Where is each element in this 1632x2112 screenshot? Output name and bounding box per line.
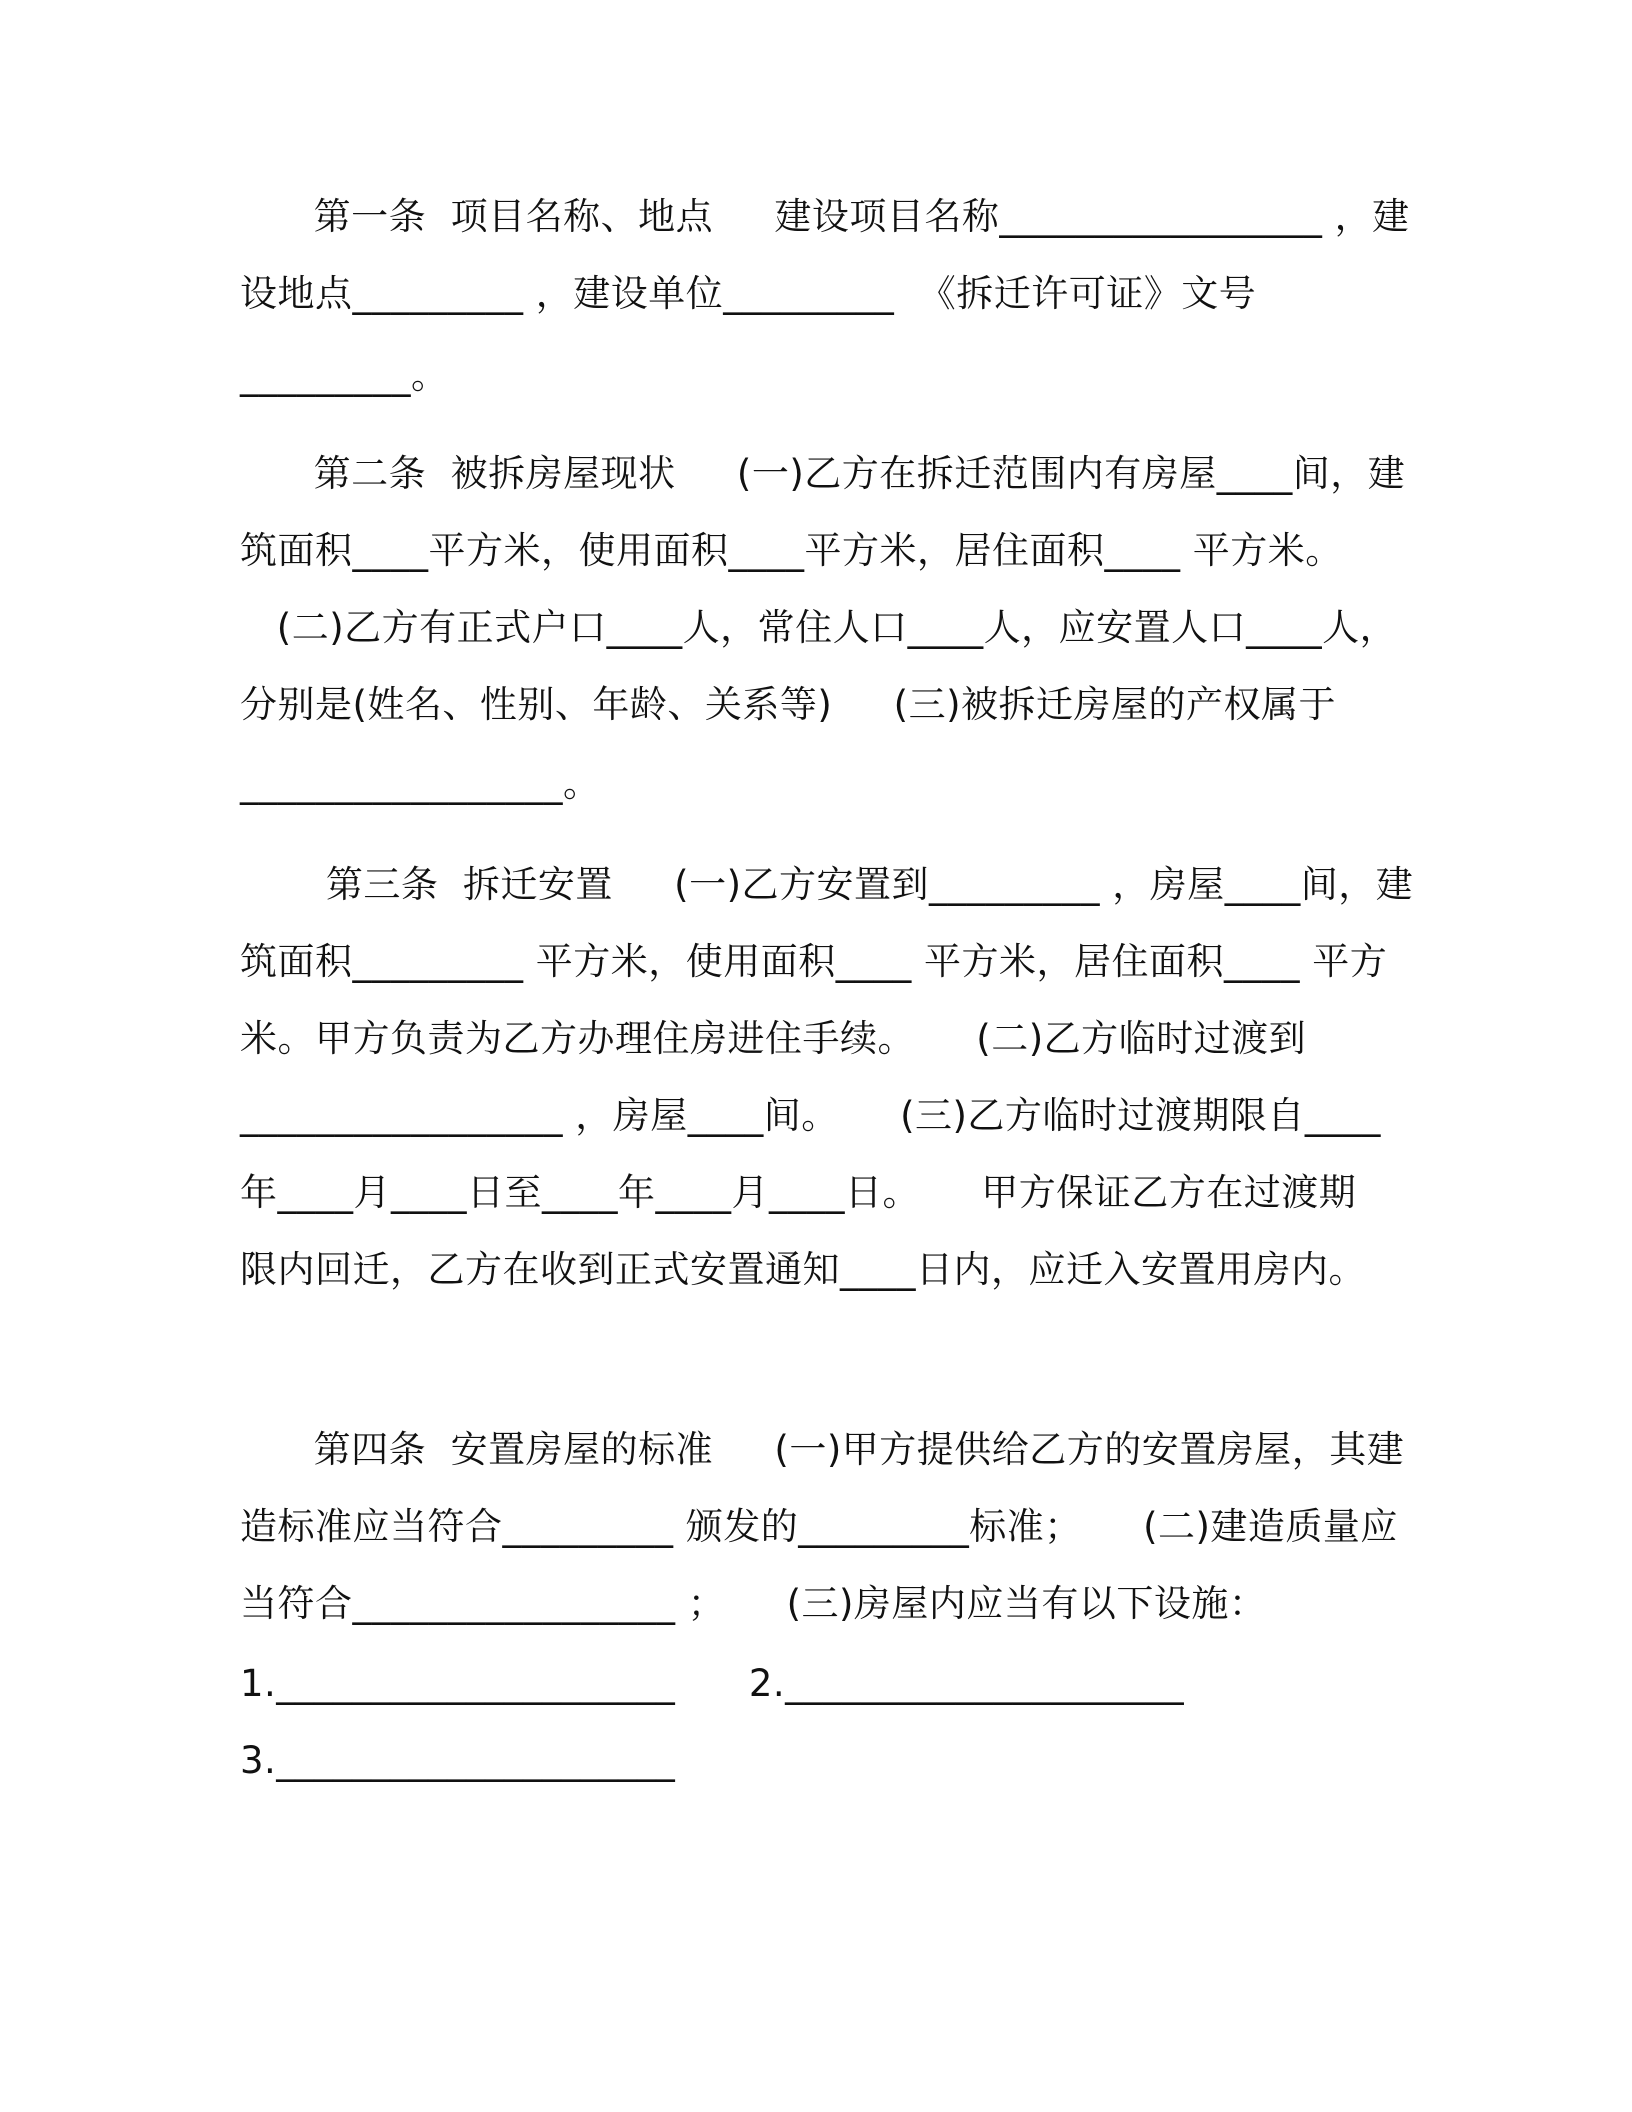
article-2-line-1: 第二条 被拆房屋现状 (一)乙方在拆迁范围内有房屋____间，建 bbox=[240, 452, 1406, 495]
facility-items-1-2: 1._____________________ 2._____________________ bbox=[240, 1662, 1185, 1705]
article-3-line-1: 第三条 拆迁安置 (一)乙方安置到_________ ，房屋____间，建 bbox=[240, 863, 1414, 906]
facility-item-3: 3._____________________ bbox=[240, 1739, 676, 1782]
article-1-line-3: _________。 bbox=[240, 354, 449, 397]
article-2-line-4: 分别是(姓名、性别、年龄、关系等) (三)被拆迁房屋的产权属于 bbox=[240, 683, 1337, 726]
article-2-line-3: (二)乙方有正式户口____人，常住人口____人，应安置人口____人， bbox=[240, 606, 1398, 649]
article-4-line-3: 当符合_________________ ； (三)房屋内应当有以下设施： bbox=[240, 1582, 1267, 1625]
article-3-line-6: 限内回迁，乙方在收到正式安置通知____日内，应迁入安置用房内。 bbox=[240, 1248, 1366, 1291]
article-3-line-2: 筑面积_________ 平方米，使用面积____ 平方米，居住面积____ 平方 bbox=[240, 940, 1388, 983]
article-4-line-1: 第四条 安置房屋的标准 (一)甲方提供给乙方的安置房屋，其建 bbox=[240, 1428, 1405, 1471]
article-2-line-2: 筑面积____平方米，使用面积____平方米，居住面积____ 平方米。 bbox=[240, 529, 1343, 572]
article-1-line-1: 第一条 项目名称、地点 建设项目名称_________________ ，建 bbox=[240, 195, 1410, 238]
article-2-line-5: _________________。 bbox=[240, 762, 601, 805]
article-3-line-3: 米。甲方负责为乙方办理住房进住手续。 (二)乙方临时过渡到 bbox=[240, 1017, 1307, 1060]
article-1-line-2: 设地点_________ ，建设单位_________ 《拆迁许可证》文号 bbox=[240, 272, 1257, 315]
article-3-line-4: _________________ ，房屋____间。 (三)乙方临时过渡期限自____ bbox=[240, 1094, 1381, 1137]
article-4-line-2: 造标准应当符合_________ 颁发的_________标准； (二)建造质量应 bbox=[240, 1505, 1398, 1548]
article-3-line-5: 年____月____日至____年____月____日。 甲方保证乙方在过渡期 bbox=[240, 1171, 1357, 1214]
